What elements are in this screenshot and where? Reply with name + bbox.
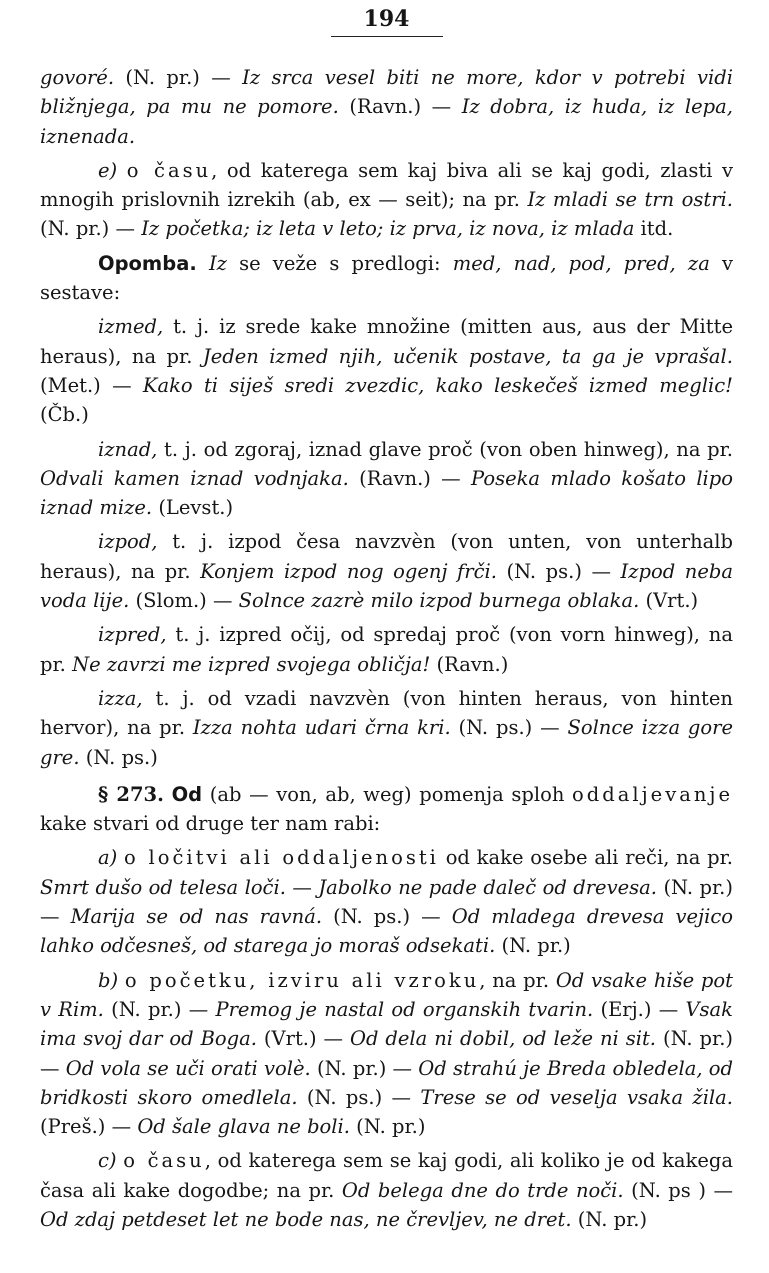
source-ref: (N. pr.) —: [114, 66, 243, 89]
paragraph-c-time: [40, 1146, 733, 1234]
body-text: itd.: [634, 217, 674, 241]
body-text: t. j. od zgoraj, iznad glave proč (von oben hinweg), na pr.: [157, 437, 733, 461]
body-text: od kake osebe ali reči, na pr.: [438, 846, 733, 870]
section-keyword: Od: [171, 782, 203, 806]
body-text: t. j. izpred očij, od spredaj proč (von vorn hinweg), na pr.: [40, 623, 733, 676]
space: [164, 783, 172, 806]
page-body: [40, 63, 733, 1234]
source-ref: (N. pr.) —: [310, 1056, 419, 1080]
example-text: Od strahú je Breda obledela, od bridkosti skoro omedlela.: [40, 1056, 734, 1109]
source-ref: (N. ps.) —: [450, 716, 568, 740]
source-ref: —: [285, 875, 319, 899]
example-text: Kako ti siješ sredi zvezdic, kako leskečeš izmed meglic!: [142, 373, 734, 397]
spaced-term: oddaljevanje: [572, 782, 733, 806]
item-letter: b): [98, 968, 119, 992]
item-letter: e): [98, 158, 118, 182]
space: [197, 252, 209, 275]
example-text: Iz mladi se trn ostri.: [527, 188, 733, 212]
example-text: Iz: [208, 251, 227, 275]
source-ref: (N. pr.) —: [103, 997, 216, 1021]
space: [118, 969, 125, 992]
body-text: (ab — von, ab, weg) pomenja sploh: [202, 782, 573, 806]
example-text: Od vola se uči orati volè.: [65, 1056, 311, 1080]
example-text: Iz početka; iz leta v leto; iz prva, iz nova, iz mlada: [141, 217, 635, 241]
source-ref: (N. pr.): [495, 934, 571, 958]
source-ref: (N. ps.) —: [322, 905, 452, 929]
spaced-term: o času: [126, 158, 212, 182]
item-letter: c): [98, 1149, 117, 1173]
example-text: Marija se od nas ravná.: [70, 905, 323, 929]
example-text: Jabolko ne pade daleč od drevesa.: [318, 875, 657, 899]
body-text: , od katerega sem kaj biva ali se kaj godi, zlasti v mnogih prislovnih izrekih (ab, ex — seit); na pr.: [40, 158, 733, 212]
example-text: Konjem izpod nog ogenj frči.: [200, 559, 497, 583]
example-text: Iz srca vesel biti ne more, kdor v potrebi vidi bližnjega, pa mu ne pomore.: [40, 66, 733, 119]
example-text: Trese se od veselja vsaka žila.: [420, 1085, 733, 1109]
source-ref: (Vrt.) —: [256, 1027, 350, 1051]
paragraph-e-time: [40, 156, 733, 244]
paragraph-iznad: [40, 435, 733, 523]
example-text: Od dela ni dobil, od leže ni sit.: [349, 1027, 657, 1051]
example-text: Od šale glava ne boli.: [137, 1115, 350, 1139]
paragraph-b-origin: [40, 966, 733, 1142]
example-text: Vsak ima svoj dar od Boga.: [40, 997, 733, 1051]
paragraph-izpred: [40, 620, 733, 679]
example-text: Od vsake hiše pot v Rim.: [40, 968, 733, 1021]
source-ref: (Slom.) —: [129, 589, 239, 613]
example-text: Ne zavrzi me izpred svojega obličja!: [72, 652, 431, 676]
source-ref: (N. pr.): [349, 1115, 426, 1139]
body-text: v sestave:: [40, 251, 734, 305]
source-ref: (Ravn.) —: [348, 466, 471, 490]
body-text: , od katerega sem se kaj godi, ali koliko je od kakega časa ali kake dogodbe; na pr.: [40, 1149, 733, 1202]
source-ref: (Levst.): [152, 496, 234, 520]
spaced-term: o času: [123, 1149, 205, 1173]
source-ref: (N. pr.): [571, 1207, 648, 1231]
body-text: t. j. iz srede kake množine (mitten aus, aus der Mitte heraus), na pr.: [40, 315, 733, 368]
example-text: med, nad, pod, pred, za: [452, 251, 710, 275]
paragraph-continuation: [40, 63, 733, 151]
body-text: t. j. od vzadi navzvèn (von hinten heraus, von hinten hervor), na pr.: [40, 686, 733, 740]
headword: izpred,: [98, 623, 167, 647]
spaced-term: o početku, izviru ali vzroku: [124, 968, 480, 992]
spaced-term: o ločitvi ali oddaljenosti: [124, 846, 439, 870]
example-text: Solnce izza gore gre.: [40, 716, 734, 769]
source-ref: (N. ps ) —: [623, 1178, 733, 1202]
source-ref: (N. ps.): [79, 745, 158, 769]
body-text: , na pr.: [479, 968, 556, 992]
source-ref: (N. ps.) —: [297, 1085, 421, 1109]
paragraph-izpod: [40, 527, 733, 615]
space: [117, 846, 124, 869]
example-text: Smrt dušo od telesa loči.: [40, 875, 286, 899]
space: [117, 159, 127, 182]
source-ref: (Met.) —: [40, 373, 143, 397]
section-number: § 273.: [98, 782, 164, 806]
note-heading: Opomba.: [98, 251, 197, 275]
source-ref: (Erj.) —: [593, 997, 686, 1021]
body-text: se veže s predlogi:: [226, 251, 453, 275]
source-ref: (N. ps.) —: [496, 559, 621, 583]
example-text: Premog je nastal od organskih tvarin.: [215, 997, 594, 1021]
source-ref: (N. pr.) —: [40, 217, 142, 241]
example-text: govoré.: [40, 66, 115, 89]
body-text: t. j. izpod česa navzvèn (von unten, von unterhalb heraus), na pr.: [40, 530, 733, 583]
example-text: Od mladega drevesa vejico lahko odčesneš, od starega jo moraš odsekati.: [40, 905, 733, 958]
body-text: kake stvari od druge ter nam rabi:: [40, 812, 381, 836]
headword: iznad,: [98, 437, 158, 461]
source-ref: (Vrt.): [639, 589, 699, 613]
source-ref: (Ravn.) —: [338, 95, 462, 119]
paragraph-izza: [40, 684, 733, 772]
example-text: Poseka mlado košato lipo iznad mize.: [40, 466, 734, 520]
example-text: Od zdaj petdeset let ne bode nas, ne črevljev, ne dret.: [40, 1207, 572, 1231]
paragraph-a-separation: [40, 843, 733, 960]
source-ref: (Preš.) —: [40, 1115, 138, 1139]
example-text: Odvali kamen iznad vodnjaka.: [40, 466, 349, 490]
example-text: Izza nohta udari črna kri.: [192, 716, 451, 740]
example-text: Izpod neba voda lije.: [40, 559, 733, 613]
headword: izpod,: [98, 530, 158, 554]
item-letter: a): [98, 846, 118, 870]
paragraph-izmed: [40, 312, 733, 429]
headword: izza,: [98, 686, 143, 710]
source-ref: (N. pr.) —: [40, 875, 733, 929]
example-text: Solnce zazrè milo izpod burnega oblaka.: [238, 589, 640, 613]
headword: izmed,: [98, 315, 164, 339]
page-number: 194: [363, 6, 410, 32]
source-ref: (Ravn.): [430, 652, 509, 676]
example-text: Od belega dne do trde noči.: [341, 1178, 624, 1202]
source-ref: (Čb.): [40, 403, 89, 427]
paragraph-note: [40, 249, 733, 308]
section-273: [40, 780, 733, 839]
example-text: Iz dobra, iz huda, iz lepa, iznenada.: [40, 95, 733, 148]
source-ref: (N. pr.) —: [40, 1027, 733, 1080]
example-text: Jeden izmed njih, učenik postave, ta ga je vprašal.: [202, 344, 733, 368]
header-rule: [331, 36, 443, 37]
